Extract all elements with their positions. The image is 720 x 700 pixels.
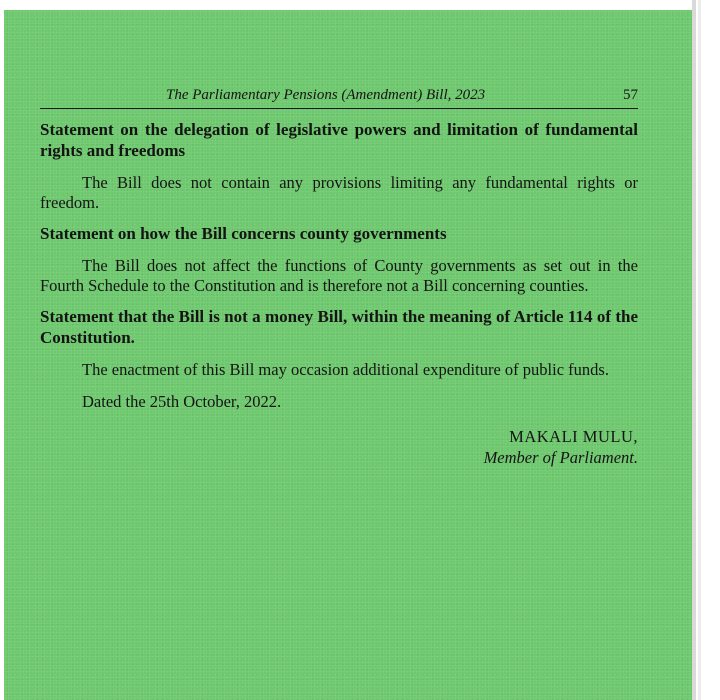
dated-line: Dated the 25th October, 2022.	[82, 392, 282, 411]
running-header	[40, 84, 638, 109]
spacer	[40, 161, 638, 173]
spacer	[40, 412, 638, 426]
spacer	[40, 109, 638, 119]
spacer	[40, 348, 638, 360]
section-heading-delegation: Statement on the delegation of legislative powers and limitation of fundamental rights and freedoms	[40, 120, 638, 160]
page-number: 57	[623, 87, 638, 103]
section-heading-county: Statement on how the Bill concerns county governments	[40, 224, 447, 243]
spacer	[40, 380, 638, 392]
signatory-role: Member of Parliament.	[483, 448, 638, 467]
spacer	[40, 213, 638, 223]
section-heading-money-bill: Statement that the Bill is not a money Bill, within the meaning of Article 114 of the Constitution.	[40, 307, 638, 347]
section-body-county: The Bill does not affect the functions of County governments as set out in the Fourth Schedule to the Constitution and is therefore not a Bill concerning counties.	[40, 256, 638, 295]
spacer	[40, 296, 638, 306]
page-edge-shadow-outer	[698, 0, 701, 700]
running-header-title: The Parliamentary Pensions (Amendment) Bill, 2023	[166, 87, 486, 103]
document-body	[40, 84, 638, 468]
section-body-money-bill: The enactment of this Bill may occasion additional expenditure of public funds.	[82, 360, 609, 379]
signature-block	[40, 426, 638, 468]
signatory-name: MAKALI MULU,	[509, 427, 638, 446]
page-edge-shadow	[692, 0, 696, 700]
spacer	[40, 244, 638, 256]
section-body-delegation: The Bill does not contain any provisions limiting any fundamental rights or freedom.	[40, 173, 638, 212]
